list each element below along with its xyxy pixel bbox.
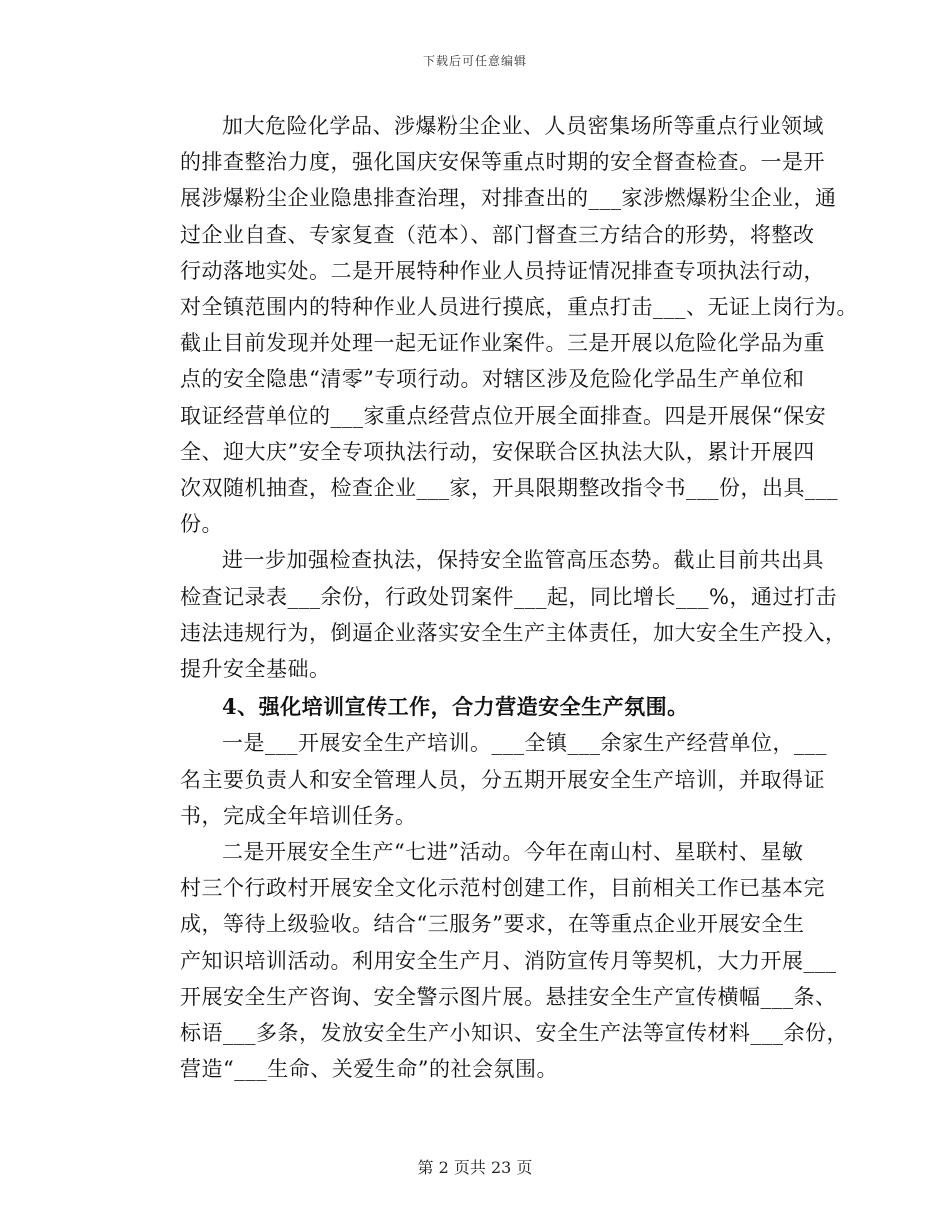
- text-line: 全、迎大庆”安全专项执法行动，安保联合区执法大队，累计开展四: [180, 439, 815, 464]
- text-line: 一是___开展安全生产培训。___全镇___余家生产经营单位，___: [222, 731, 827, 756]
- text-line: 标语___多条，发放安全生产小知识、安全生产法等宣传材料___余份，: [180, 1021, 848, 1046]
- text-line: 对全镇范围内的特种作业人员进行摸底，重点打击___、无证上岗行为。: [180, 295, 858, 320]
- paragraph-publicity: [138, 834, 848, 1087]
- text-line: 产知识培训活动。利用安全生产月、消防宣传月等契机，大力开展___: [180, 948, 837, 973]
- text-line: 成，等待上级验收。结合“三服务”要求，在等重点企业开展安全生: [180, 912, 805, 937]
- document-body: [138, 108, 858, 1087]
- text-line: 提升安全基础。: [180, 657, 331, 682]
- page-number: 第 2 页共 23 页: [417, 1158, 533, 1177]
- text-line: 次双随机抽查，检查企业___家，开具限期整改指令书___份，出具___: [180, 476, 838, 501]
- text-line: 开展安全生产咨询、安全警示图片展。悬挂安全生产宣传横幅___条、: [180, 984, 837, 1009]
- page-header: 下载后可任意编辑: [422, 54, 527, 68]
- paragraph-inspection: [138, 108, 858, 542]
- text-line: 书，完成全年培训任务。: [180, 803, 417, 828]
- text-line: 村三个行政村开展安全文化示范村创建工作，目前相关工作已基本完: [180, 876, 825, 901]
- paragraph-training: [138, 725, 827, 834]
- text-line: 加大危险化学品、涉爆粉尘企业、人员密集场所等重点行业领域: [222, 114, 824, 138]
- heading-line: 4、强化培训宣传工作，合力营造安全生产氛围。: [222, 694, 689, 720]
- text-line: 点的安全隐患“清零”专项行动。对辖区涉及危险化学品生产单位和: [180, 367, 805, 392]
- text-line: 营造“___生命、关爱生命”的社会氛围。: [180, 1057, 558, 1082]
- text-line: 截止目前发现并处理一起无证作业案件。三是开展以危险化学品为重: [180, 331, 825, 356]
- text-line: 检查记录表___余份，行政处罚案件___起，同比增长___%，通过打击: [180, 584, 837, 609]
- text-line: 的排查整治力度，强化国庆安保等重点时期的安全督查检查。一是开: [180, 150, 825, 175]
- text-line: 展涉爆粉尘企业隐患排查治理，对排查出的___家涉燃爆粉尘企业，通: [180, 186, 837, 211]
- paragraph-enforcement: [138, 542, 847, 687]
- text-line: 行动落地实处。二是开展特种作业人员持证情况排查专项执法行动，: [180, 258, 825, 283]
- text-line: 过企业自查、专家复查（范本）、部门督查三方结合的形势，将整改: [180, 222, 815, 247]
- text-line: 违法违规行为，倒逼企业落实安全生产主体责任，加大安全生产投入，: [180, 620, 847, 645]
- text-line: 份。: [180, 512, 223, 537]
- text-line: 取证经营单位的___家重点经营点位开展全面排查。四是开展保“保安: [180, 403, 827, 428]
- text-line: 进一步加强检查执法，保持安全监管高压态势。截止目前共出具: [222, 548, 824, 573]
- text-line: 二是开展安全生产“七进”活动。今年在南山村、星联村、星敏: [222, 840, 804, 865]
- section-heading: [138, 689, 818, 725]
- text-line: 名主要负责人和安全管理人员，分五期开展安全生产培训，并取得证: [180, 767, 825, 792]
